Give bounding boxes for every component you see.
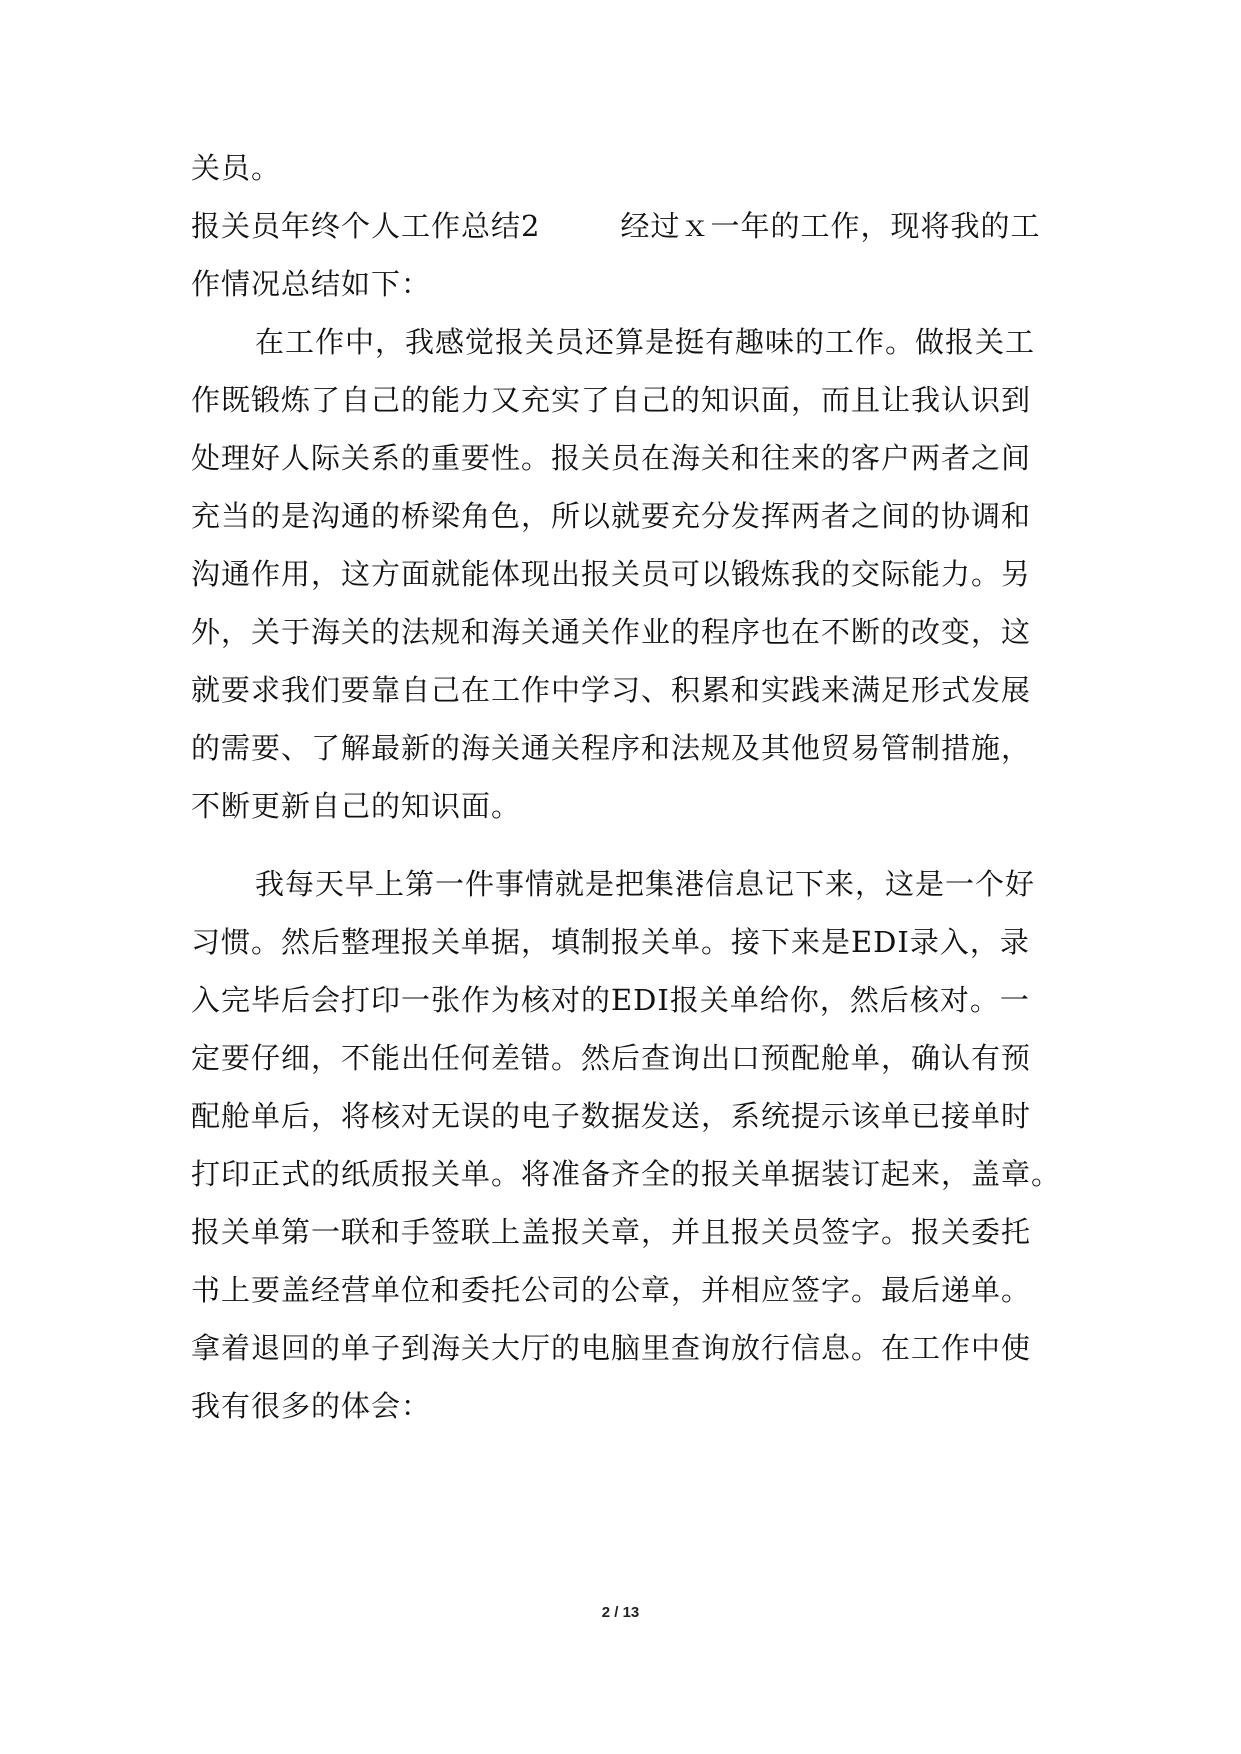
text-line: 打印正式的纸质报关单。将准备齐全的报关单据装订起来，盖章。 (191, 1157, 1062, 1191)
text-line: 的需要、了解最新的海关通关程序和法规及其他贸易管制措施， (191, 731, 1032, 765)
text-line: 关员。 (191, 151, 282, 185)
text-line: 定要仔细，不能出任何差错。然后查询出口预配舱单，确认有预 (191, 1041, 1032, 1075)
text-line: 沟通作用，这方面就能体现出报关员可以锻炼我的交际能力。另 (191, 557, 1032, 591)
text-line: 处理好人际关系的重要性。报关员在海关和往来的客户两者之间 (191, 441, 1032, 475)
page-number: 2 / 13 (601, 1604, 640, 1621)
text-line: 配舱单后，将核对无误的电子数据发送，系统提示该单已接单时 (191, 1099, 1032, 1133)
text-line-content: 经过ｘ一年的工作，现将我的工 (620, 209, 1041, 243)
text-line: 入完毕后会打印一张作为核对的EDI报关单给你，然后核对。一 (191, 983, 1030, 1017)
paragraph-first-line: 我每天早上第一件事情就是把集港信息记下来，这是一个好 (255, 867, 1036, 901)
text-line: 就要求我们要靠自己在工作中学习、积累和实践来满足形式发展 (191, 673, 1032, 707)
text-line: 报关单第一联和手签联上盖报关章，并且报关员签字。报关委托 (191, 1215, 1032, 1249)
paragraph-first-line: 在工作中，我感觉报关员还算是挺有趣味的工作。做报关工 (255, 325, 1036, 359)
text-line: 习惯。然后整理报关单据，填制报关单。接下来是EDI录入，录 (191, 925, 1030, 959)
text-line: 作既锻炼了自己的能力又充实了自己的知识面，而且让我认识到 (191, 383, 1032, 417)
section-heading: 报关员年终个人工作总结2 (191, 209, 541, 243)
text-line: 拿着退回的单子到海关大厅的电脑里查询放行信息。在工作中使 (191, 1331, 1032, 1365)
text-line (191, 206, 1040, 246)
text-line: 充当的是沟通的桥梁角色，所以就要充分发挥两者之间的协调和 (191, 499, 1032, 533)
text-line: 我有很多的体会： (191, 1389, 432, 1423)
text-line: 作情况总结如下： (191, 267, 432, 301)
text-line: 不断更新自己的知识面。 (191, 789, 522, 823)
text-line: 书上要盖经营单位和委托公司的公章，并相应签字。最后递单。 (191, 1273, 1032, 1307)
text-line: 外，关于海关的法规和海关通关作业的程序也在不断的改变，这 (191, 615, 1032, 649)
